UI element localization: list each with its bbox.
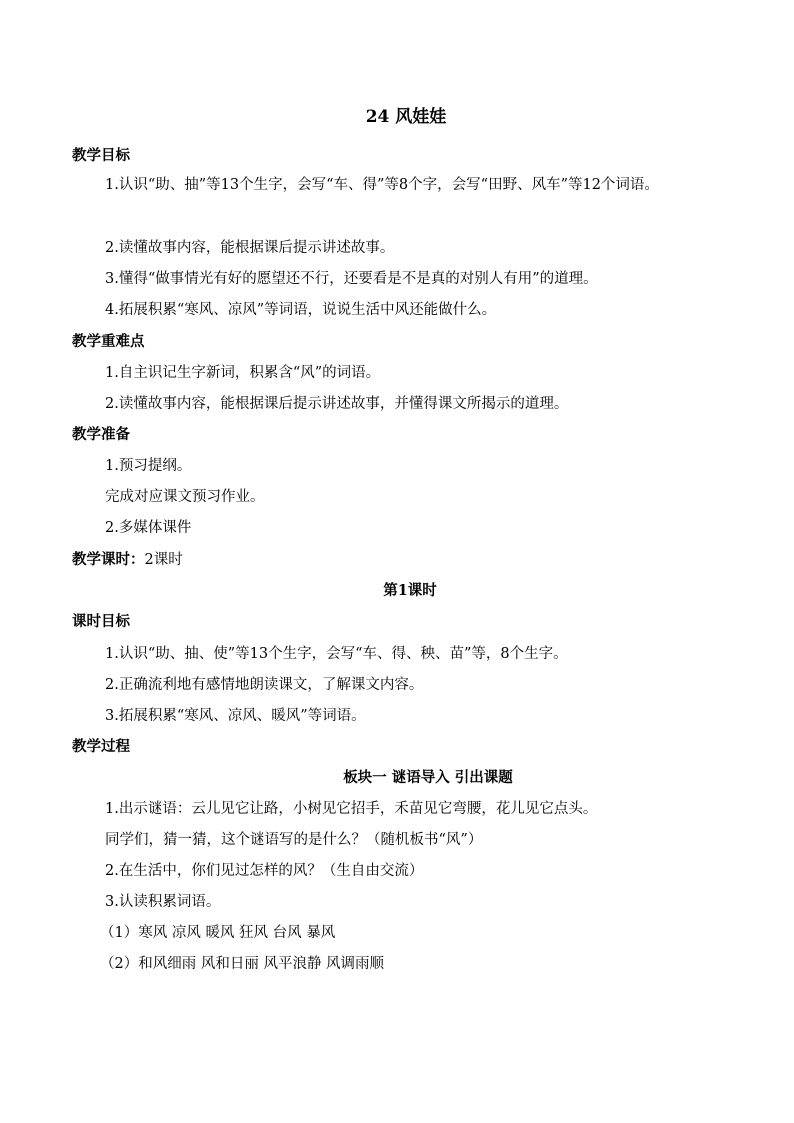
key-point-item-2: 2.读懂故事内容，能根据课后提示讲述故事，并懂得课文所揭示的道理。 <box>105 396 569 412</box>
preparation-item-2: 完成对应课文预习作业。 <box>105 489 265 505</box>
key-point-item-1: 1.自主识记生字新词，积累含“风”的词语。 <box>105 365 381 381</box>
lesson1-goal-2: 2.正确流利地有感情地朗读课文，了解课文内容。 <box>105 677 424 693</box>
teaching-hours <box>0 550 794 570</box>
goal-item-3: 3.懂得“做事情光有好的愿望还不行，还要看是不是真的对别人有用”的道理。 <box>105 271 598 287</box>
preparation-item-1: 1.预习提纲。 <box>105 458 192 474</box>
lesson1-heading: 第1课时 <box>383 582 437 599</box>
process-item-5: （1）寒风 凉风 暖风 狂风 台风 暴风 <box>100 925 336 941</box>
goals-heading: 教学目标 <box>72 147 130 164</box>
process-item-6: （2）和风细雨 风和日丽 风平浪静 风调雨顺 <box>100 956 385 972</box>
preparation-heading: 教学准备 <box>72 426 130 443</box>
goal-item-2: 2.读懂故事内容，能根据课后提示讲述故事。 <box>105 240 395 256</box>
key-points-heading: 教学重难点 <box>72 333 145 350</box>
goal-item-1: 1.认识“助、抽”等13个生字，会写“车、得”等8个字，会写“田野、风车”等12个词语。 <box>105 177 659 193</box>
process-item-2: 同学们，猜一猜，这个谜语写的是什么？（随机板书“风”） <box>105 832 483 848</box>
lesson1-goal-3: 3.拓展积累“寒风、凉风、暖风”等词语。 <box>105 708 366 724</box>
process-item-3: 2.在生活中，你们见过怎样的风？（生自由交流） <box>105 863 424 879</box>
teaching-hours-value: 2课时 <box>144 552 183 568</box>
process-heading: 教学过程 <box>72 738 130 755</box>
preparation-item-3: 2.多媒体课件 <box>105 520 192 536</box>
teaching-hours-label: 教学课时： <box>72 551 145 568</box>
process-item-4: 3.认读积累词语。 <box>105 894 221 910</box>
goal-item-4: 4.拓展积累“寒风、凉风”等词语，说说生活中风还能做什么。 <box>105 302 497 318</box>
process-item-1: 1.出示谜语：云儿见它让路，小树见它招手，禾苗见它弯腰，花儿见它点头。 <box>105 801 598 817</box>
lesson1-goal-1: 1.认识“助、抽、使”等13个生字，会写“车、得、秧、苗”等，8个生字。 <box>105 646 568 662</box>
document-title: 24 风娃娃 <box>365 107 447 127</box>
lesson1-goals-heading: 课时目标 <box>72 613 130 630</box>
process-block-title: 板块一 谜语导入 引出课题 <box>343 769 513 786</box>
